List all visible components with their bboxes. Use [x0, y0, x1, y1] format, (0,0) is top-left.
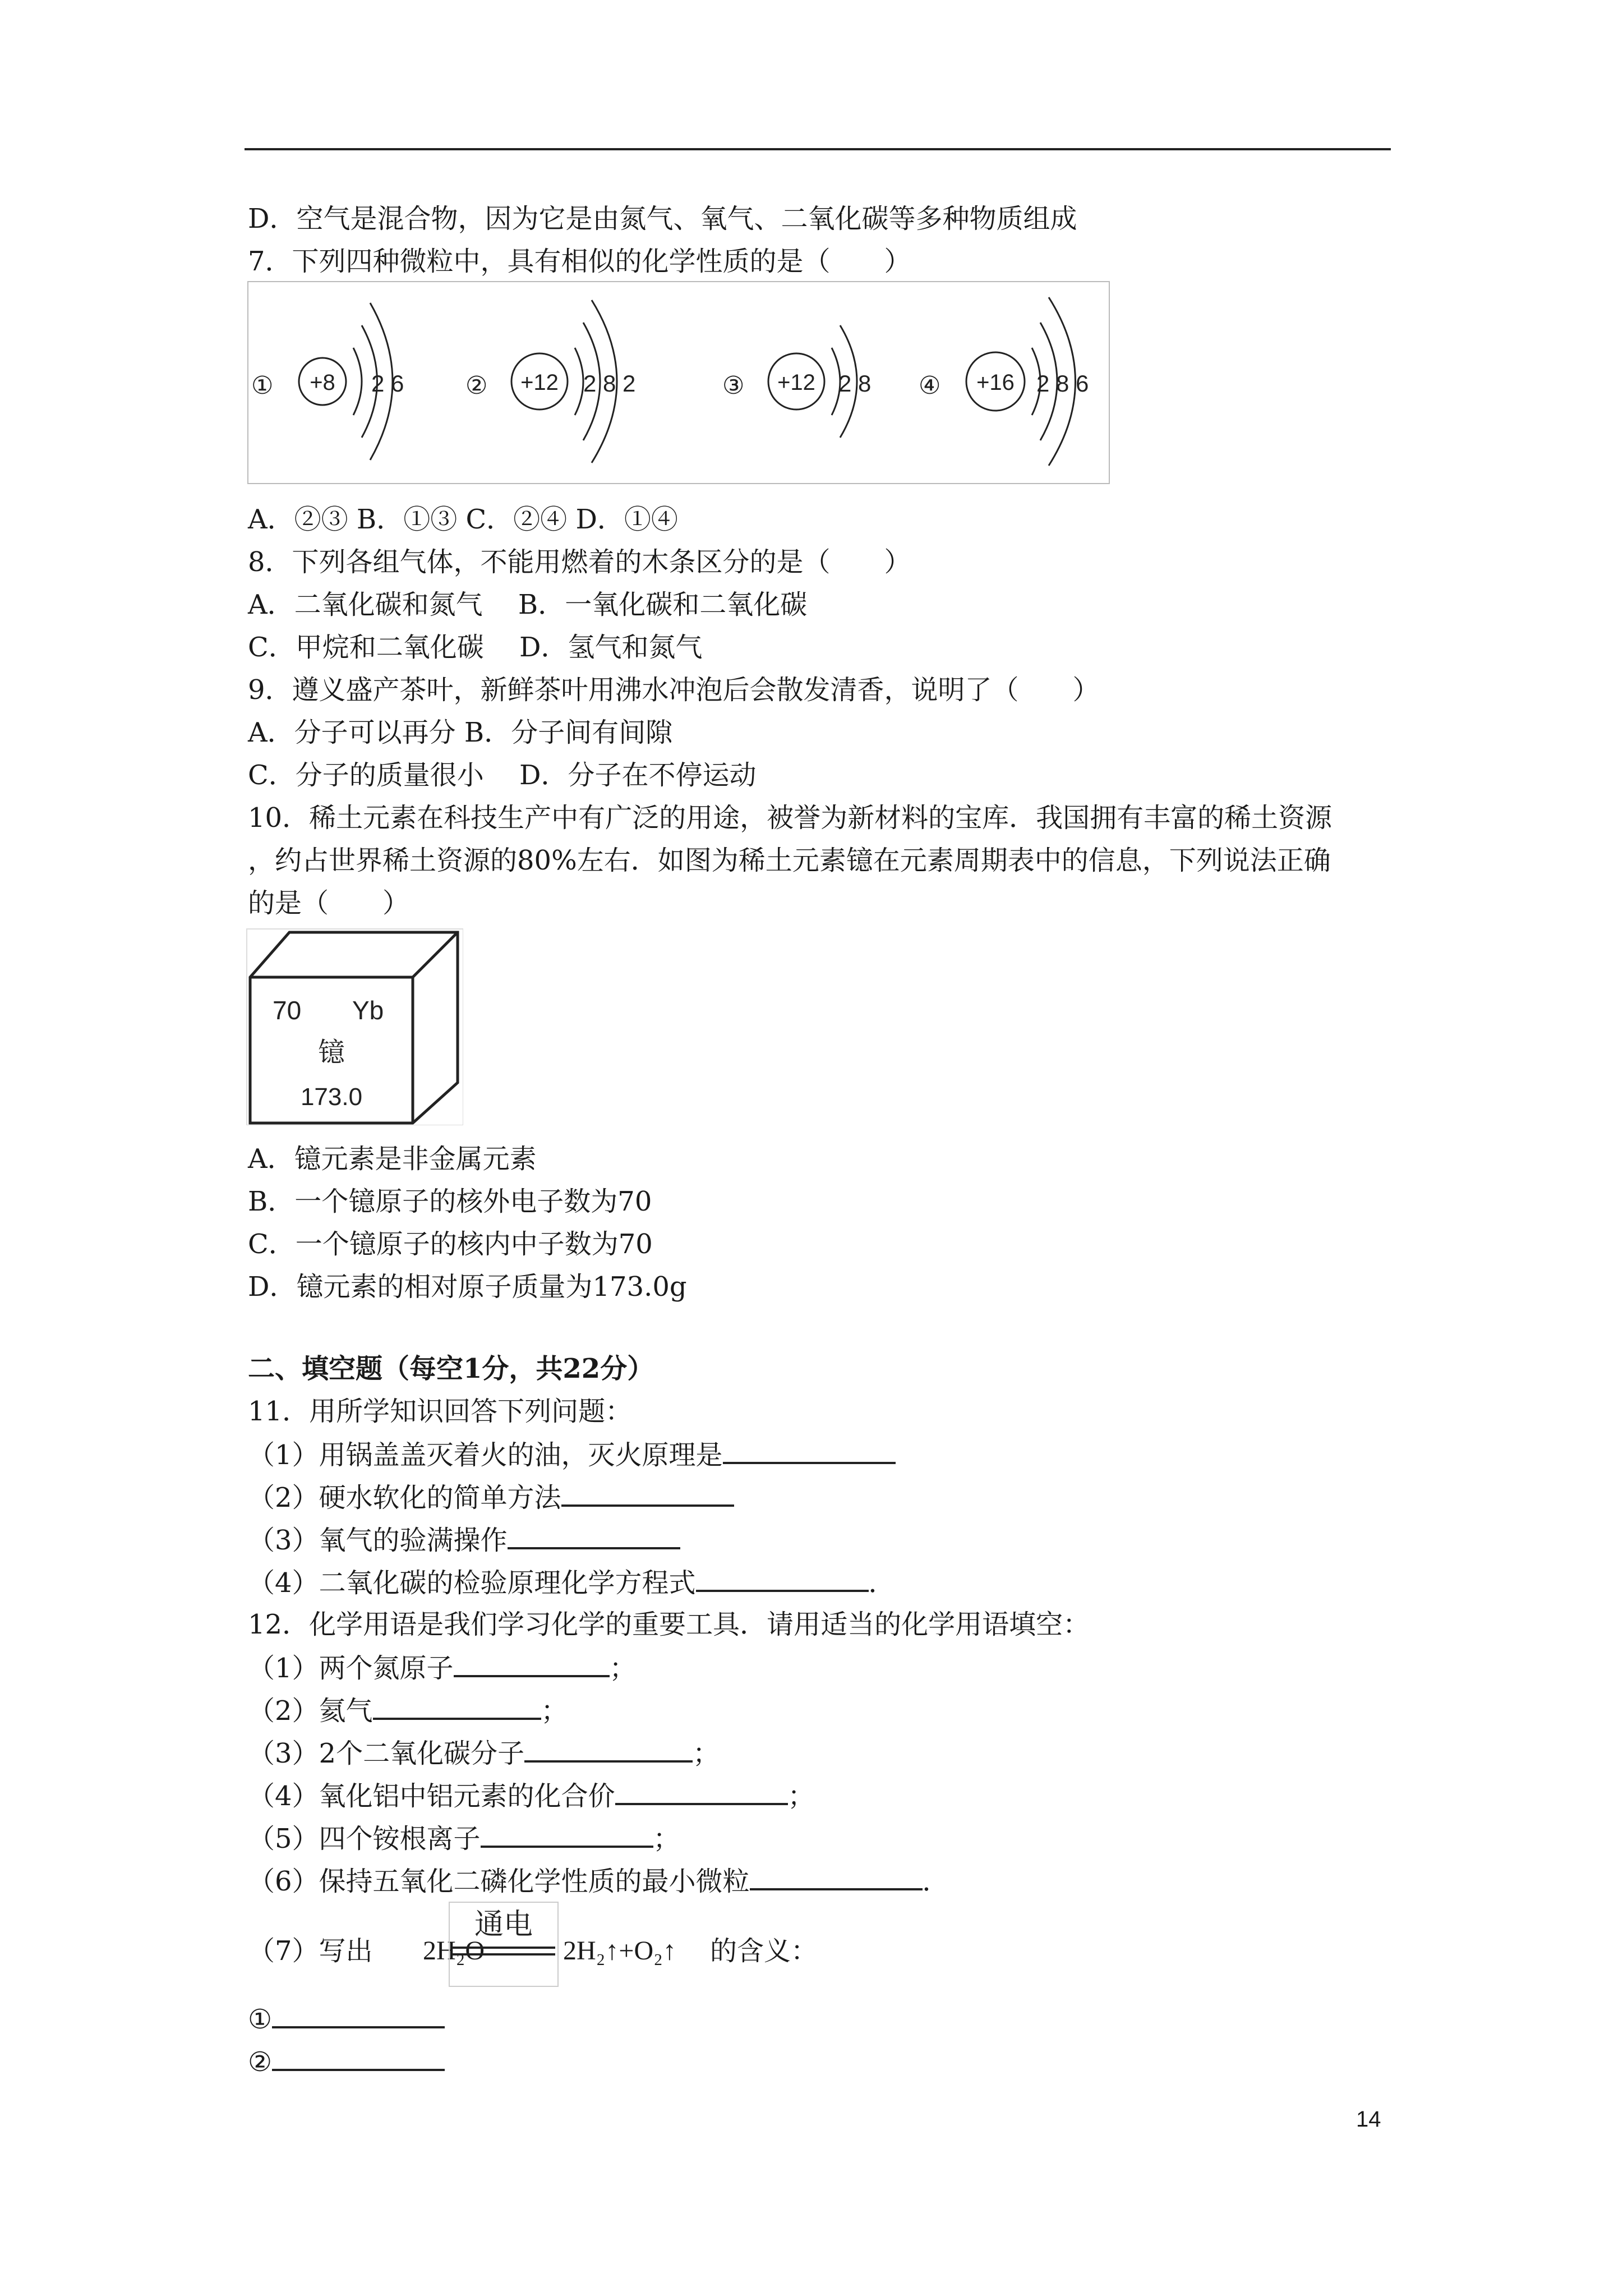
answer-blank[interactable]	[481, 1821, 653, 1848]
atom-label: ①	[251, 372, 274, 399]
question-12-6	[248, 1864, 949, 1898]
answer-blank[interactable]	[696, 1565, 869, 1592]
punctuation: ；	[609, 1653, 637, 1684]
question-12-7-suffix: 的含义：	[710, 1935, 818, 1967]
nucleus-charge: +12	[520, 370, 559, 395]
question-12-1	[248, 1650, 637, 1685]
answer-line-1	[248, 2001, 445, 2036]
question-text: （3）氧气的验满操作	[248, 1525, 508, 1556]
atom-1	[251, 303, 404, 460]
condition-label: 通电	[474, 1908, 533, 1941]
answer-blank[interactable]	[524, 1736, 693, 1763]
punctuation: ；	[541, 1695, 568, 1727]
electron-shells: 2 8 6	[1036, 370, 1089, 397]
atomic-number: 70	[273, 996, 302, 1025]
question-11-3	[248, 1522, 680, 1557]
question-10-option-b: B．一个镱原子的核外电子数为70	[248, 1186, 652, 1217]
answer-blank[interactable]	[508, 1522, 680, 1549]
element-cell-figure	[245, 927, 463, 1125]
answer-marker: ②	[248, 2046, 273, 2078]
question-11-1	[248, 1437, 896, 1472]
question-text: （1）两个氮原子	[248, 1653, 454, 1684]
punctuation: ；	[653, 1823, 680, 1855]
punctuation: ；	[693, 1738, 720, 1769]
answer-line-2	[248, 2044, 445, 2079]
q6-option-d: D．空气是混合物，因为它是由氮气、氧气、二氧化碳等多种物质组成	[248, 203, 1077, 234]
punctuation: ．	[922, 1866, 949, 1897]
question-text: （2）硬水软化的简单方法	[248, 1482, 561, 1513]
question-text: （5）四个铵根离子	[248, 1823, 481, 1855]
question-9-options-ab: A．分子可以再分 B．分子间有间隙	[248, 717, 673, 748]
nucleus-charge: +16	[976, 370, 1015, 395]
answer-blank[interactable]	[723, 1437, 896, 1464]
electron-shells: 2 6	[371, 370, 404, 397]
question-7-options: A．②③ B．①③ C．②④ D．①④	[248, 504, 678, 535]
atom-4	[919, 297, 1089, 466]
answer-blank[interactable]	[454, 1650, 610, 1677]
element-symbol: Yb	[352, 996, 384, 1025]
question-text: （2）氦气	[248, 1695, 373, 1727]
answer-blank[interactable]	[272, 2044, 445, 2071]
electron-shells: 2 8 2	[583, 370, 636, 397]
question-11: 11．用所学知识回答下列问题：	[248, 1396, 633, 1427]
atom-label: ③	[722, 372, 745, 399]
question-9: 9．遵义盛产茶叶，新鲜茶叶用沸水冲泡后会散发清香，说明了（ ）	[248, 674, 1100, 706]
page-number: 14	[1356, 2107, 1381, 2132]
question-12-2	[248, 1693, 568, 1728]
answer-blank[interactable]	[615, 1778, 788, 1805]
atom-2	[465, 300, 635, 463]
answer-blank[interactable]	[272, 2001, 445, 2028]
question-12-5	[248, 1821, 680, 1856]
section-2-heading: 二、填空题（每空1分，共22分）	[248, 1353, 654, 1384]
answer-marker: ①	[248, 2004, 273, 2035]
question-10-option-a: A．镱元素是非金属元素	[248, 1143, 537, 1175]
nucleus-charge: +12	[777, 370, 815, 395]
question-12-7-prefix: （7）写出	[248, 1935, 373, 1967]
question-text: （4）氧化铝中铝元素的化合价	[248, 1780, 615, 1812]
question-11-2	[248, 1480, 734, 1515]
atomic-mass: 173.0	[300, 1083, 363, 1111]
question-12-3	[248, 1736, 720, 1770]
question-11-4	[248, 1565, 896, 1600]
answer-blank[interactable]	[561, 1480, 734, 1507]
question-10-line-1: 10．稀土元素在科技生产中有广泛的用途，被誉为新材料的宝库．我国拥有丰富的稀土资源	[248, 802, 1332, 834]
question-text: （1）用锅盖盖灭着火的油，灭火原理是	[248, 1439, 723, 1471]
electron-shells: 2 8	[838, 370, 872, 397]
question-8-options-cd: C．甲烷和二氧化碳 D．氢气和氮气	[248, 632, 703, 663]
element-name: 镱	[317, 1038, 345, 1068]
atom-label: ④	[919, 372, 941, 399]
equation-right: 2H₂↑+O₂↑	[563, 1936, 676, 1966]
question-10-option-d: D．镱元素的相对原子质量为173.0g	[248, 1271, 687, 1303]
answer-blank[interactable]	[750, 1864, 923, 1890]
electrolysis-condition	[449, 1902, 559, 1987]
question-10-option-c: C．一个镱原子的核内中子数为70	[248, 1228, 653, 1260]
question-8-options-ab: A．二氧化碳和氮气 B．一氧化碳和二氧化碳	[248, 589, 808, 620]
header-rule	[245, 148, 1391, 150]
question-text: （4）二氧化碳的检验原理化学方程式	[248, 1567, 696, 1599]
punctuation: ；	[787, 1780, 815, 1812]
equation-left: 2H₂O	[423, 1936, 485, 1966]
question-12-4	[248, 1778, 815, 1813]
atom-structure-figure	[247, 280, 1110, 485]
question-10-line-2: ，约占世界稀土资源的80%左右．如图为稀土元素镱在元素周期表中的信息，下列说法正确	[248, 845, 1331, 876]
question-10-line-3: 的是（ ）	[248, 887, 410, 919]
question-9-options-cd: C．分子的质量很小 D．分子在不停运动	[248, 760, 757, 791]
atom-3	[722, 325, 871, 438]
punctuation: ．	[868, 1567, 896, 1599]
question-12: 12．化学用语是我们学习化学的重要工具．请用适当的化学用语填空：	[248, 1609, 1090, 1640]
answer-blank[interactable]	[373, 1693, 541, 1720]
question-7: 7．下列四种微粒中，具有相似的化学性质的是（ ）	[248, 246, 911, 277]
question-8: 8．下列各组气体，不能用燃着的木条区分的是（ ）	[248, 546, 911, 578]
nucleus-charge: +8	[310, 370, 335, 395]
question-text: （3）2个二氧化碳分子	[248, 1738, 525, 1769]
question-text: （6）保持五氧化二磷化学性质的最小微粒	[248, 1866, 750, 1897]
atom-label: ②	[465, 372, 488, 399]
